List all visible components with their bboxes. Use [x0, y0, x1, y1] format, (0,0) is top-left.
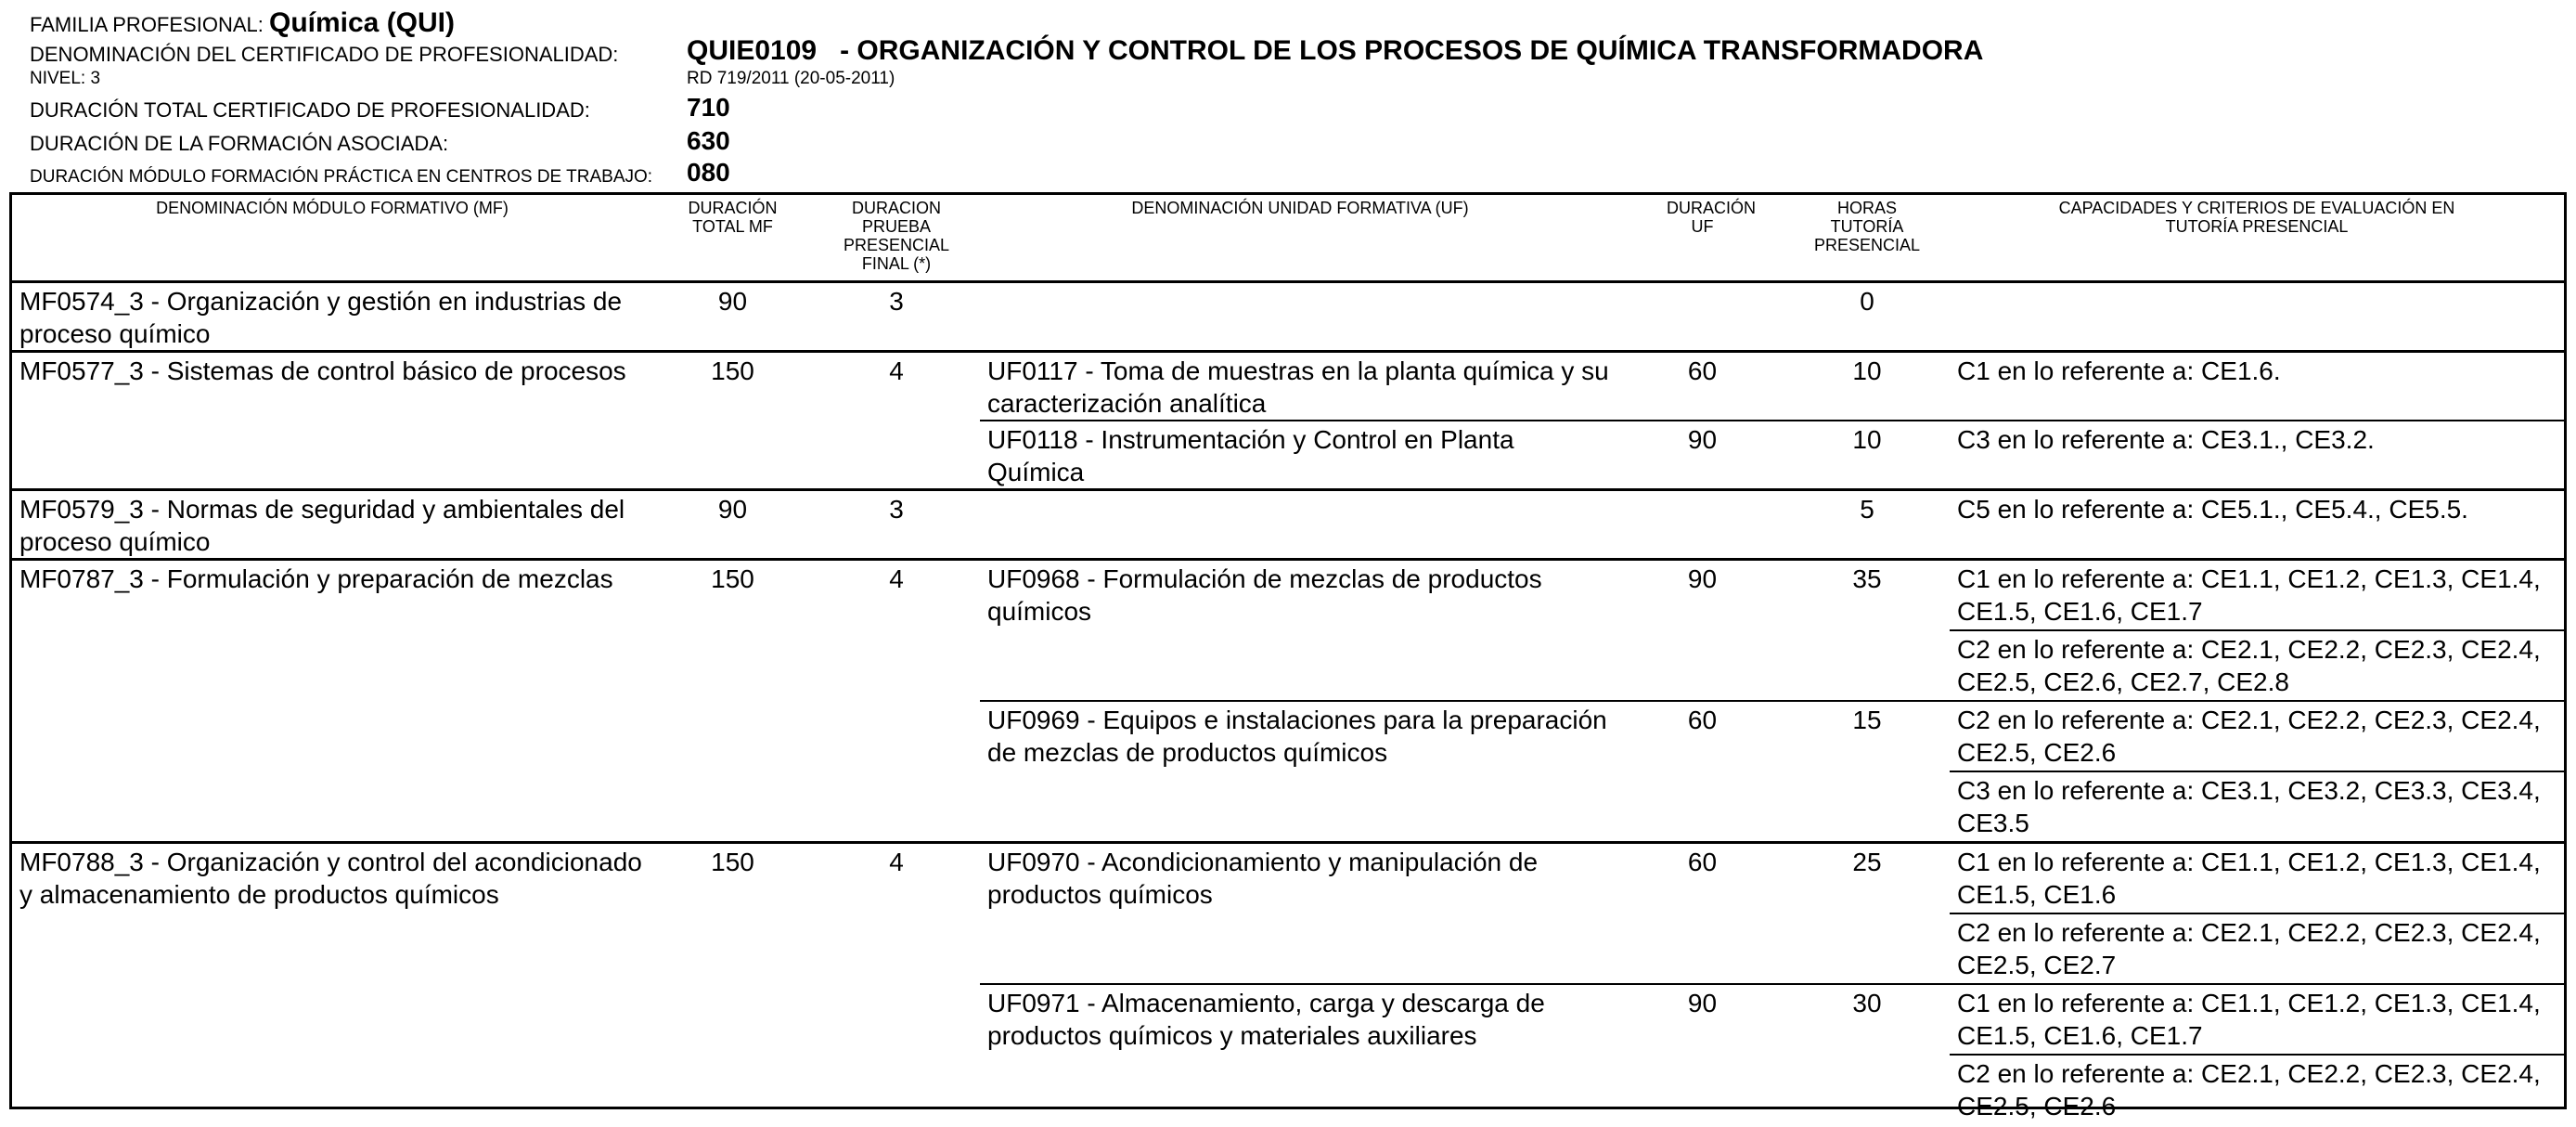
horas-cell: 15	[1784, 701, 1950, 843]
modules-table	[9, 192, 2567, 1121]
table-row	[12, 843, 2564, 985]
horas-cell: 35	[1784, 560, 1950, 702]
dur-uf-cell: 60	[1620, 352, 1784, 421]
prueba-cell: 4	[813, 352, 980, 490]
duracion-formacion-label: DURACIÓN DE LA FORMACIÓN ASOCIADA:	[30, 132, 449, 155]
cap-cell	[1950, 843, 2564, 985]
uf-cell: UF0118 - Instrumentación y Control en Planta Química	[980, 421, 1620, 490]
uf-cell	[980, 282, 1620, 352]
col-header-prueba: DURACION PRUEBA PRESENCIAL FINAL (*)	[813, 195, 980, 282]
dur-uf-cell: 60	[1620, 701, 1784, 843]
table-row	[12, 560, 2564, 702]
horas-cell: 10	[1784, 421, 1950, 490]
uf-cell: UF0970 - Acondicionamiento y manipulación de productos químicos	[980, 843, 1620, 985]
rd-value: RD 719/2011 (20-05-2011)	[687, 69, 895, 88]
horas-cell: 10	[1784, 352, 1950, 421]
col-header-dur-mf: DURACIÓN TOTAL MF	[652, 195, 813, 282]
col-header-dur-uf: DURACIÓN UF	[1620, 195, 1784, 282]
duracion-practica-value: 080	[687, 158, 730, 187]
cap-cell	[1950, 282, 2564, 352]
cap-item: C2 en lo referente a: CE2.1, CE2.2, CE2.3, CE2.4, CE2.5, CE2.7	[1950, 913, 2564, 983]
cap-cell: C1 en lo referente a: CE1.6.	[1950, 352, 2564, 421]
prueba-cell: 4	[813, 843, 980, 1125]
uf-cell: UF0969 - Equipos e instalaciones para la preparación de mezclas de productos químicos	[980, 701, 1620, 843]
table-row	[12, 282, 2564, 352]
dur-mf-cell: 90	[717, 287, 748, 316]
horas-cell: 30	[1784, 984, 1950, 1124]
horas-cell: 5	[1784, 490, 1950, 560]
horas-cell: 0	[1860, 287, 1874, 316]
cap-item: C1 en lo referente a: CE1.1, CE1.2, CE1.3, CE1.4, CE1.5, CE1.6, CE1.7	[1957, 564, 2541, 626]
prueba-cell: 3	[813, 490, 980, 560]
certificado-name: - ORGANIZACIÓN Y CONTROL DE LOS PROCESOS DE QUÍMICA TRANSFORMADORA	[840, 35, 1984, 66]
dur-uf-cell: 90	[1620, 560, 1784, 702]
dur-uf-cell: 90	[1620, 984, 1784, 1124]
mf-cell: MF0788_3 - Organización y control del acondicionado y almacenamiento de productos químicos	[12, 843, 652, 1125]
dur-uf-cell	[1620, 282, 1784, 352]
uf-cell: UF0971 - Almacenamiento, carga y descarga de productos químicos y materiales auxiliares	[980, 984, 1620, 1124]
dur-uf-cell: 90	[1620, 421, 1784, 490]
dur-mf-cell: 150	[652, 352, 813, 490]
table-row	[12, 490, 2564, 560]
familia-value: Química (QUI)	[268, 7, 456, 38]
cap-item: C2 en lo referente a: CE2.1, CE2.2, CE2.3, CE2.4, CE2.5, CE2.6, CE2.7, CE2.8	[1950, 629, 2564, 700]
cap-cell	[1950, 984, 2564, 1124]
cap-cell	[1950, 701, 2564, 843]
dur-mf-cell: 150	[652, 560, 813, 843]
cap-item: C1 en lo referente a: CE1.1, CE1.2, CE1.3, CE1.4, CE1.5, CE1.6, CE1.7	[1957, 989, 2541, 1050]
dur-uf-cell	[1620, 490, 1784, 560]
horas-cell: 25	[1784, 843, 1950, 985]
table-row	[12, 352, 2564, 421]
nivel-label: NIVEL: 3	[30, 69, 101, 88]
cap-item: C3 en lo referente a: CE3.1, CE3.2, CE3.3, CE3.4, CE3.5	[1950, 771, 2564, 841]
mf-cell: MF0787_3 - Formulación y preparación de mezclas	[12, 560, 652, 843]
mf-cell: MF0574_3 - Organización y gestión en industrias de proceso químico	[19, 287, 623, 348]
denominacion-label: DENOMINACIÓN DEL CERTIFICADO DE PROFESIONALIDAD:	[30, 43, 619, 66]
dur-mf-cell: 150	[652, 843, 813, 1125]
certificado-code: QUIE0109	[687, 35, 818, 66]
duracion-practica-label: DURACIÓN MÓDULO FORMACIÓN PRÁCTICA EN CENTROS DE TRABAJO:	[30, 167, 653, 187]
col-header-uf: DENOMINACIÓN UNIDAD FORMATIVA (UF)	[980, 195, 1620, 282]
duracion-total-label: DURACIÓN TOTAL CERTIFICADO DE PROFESIONALIDAD:	[30, 98, 590, 122]
col-header-mf: DENOMINACIÓN MÓDULO FORMATIVO (MF)	[12, 195, 652, 282]
cap-item: C2 en lo referente a: CE2.1, CE2.2, CE2.3, CE2.4, CE2.5, CE2.6	[1957, 706, 2541, 767]
cap-item: C1 en lo referente a: CE1.1, CE1.2, CE1.3, CE1.4, CE1.5, CE1.6	[1957, 848, 2541, 909]
denominacion-title	[687, 35, 1983, 67]
uf-cell	[980, 490, 1620, 560]
mf-cell: MF0579_3 - Normas de seguridad y ambientales del proceso químico	[12, 490, 652, 560]
familia-label: FAMILIA PROFESIONAL:	[30, 13, 264, 36]
cap-cell: C5 en lo referente a: CE5.1., CE5.4., CE5.5.	[1950, 490, 2564, 560]
col-header-cap: CAPACIDADES Y CRITERIOS DE EVALUACIÓN EN TUTORÍA PRESENCIAL	[1950, 195, 2564, 282]
duracion-total-value: 710	[687, 93, 730, 122]
uf-cell: UF0968 - Formulación de mezclas de productos químicos	[980, 560, 1620, 702]
dur-mf-cell: 90	[652, 490, 813, 560]
table-header-row	[12, 195, 2564, 282]
prueba-cell: 4	[813, 560, 980, 843]
col-header-horas: HORAS TUTORÍA PRESENCIAL	[1784, 195, 1950, 282]
cap-cell: C3 en lo referente a: CE3.1., CE3.2.	[1950, 421, 2564, 490]
mf-cell: MF0577_3 - Sistemas de control básico de procesos	[12, 352, 652, 490]
cap-cell	[1950, 560, 2564, 702]
cap-item: C2 en lo referente a: CE2.1, CE2.2, CE2.3, CE2.4, CE2.5, CE2.6	[1950, 1054, 2564, 1124]
duracion-formacion-value: 630	[687, 126, 730, 155]
familia-line	[30, 7, 455, 39]
uf-cell: UF0117 - Toma de muestras en la planta química y su caracterización analítica	[980, 352, 1620, 421]
dur-uf-cell: 60	[1620, 843, 1784, 985]
prueba-cell: 3	[889, 287, 904, 316]
